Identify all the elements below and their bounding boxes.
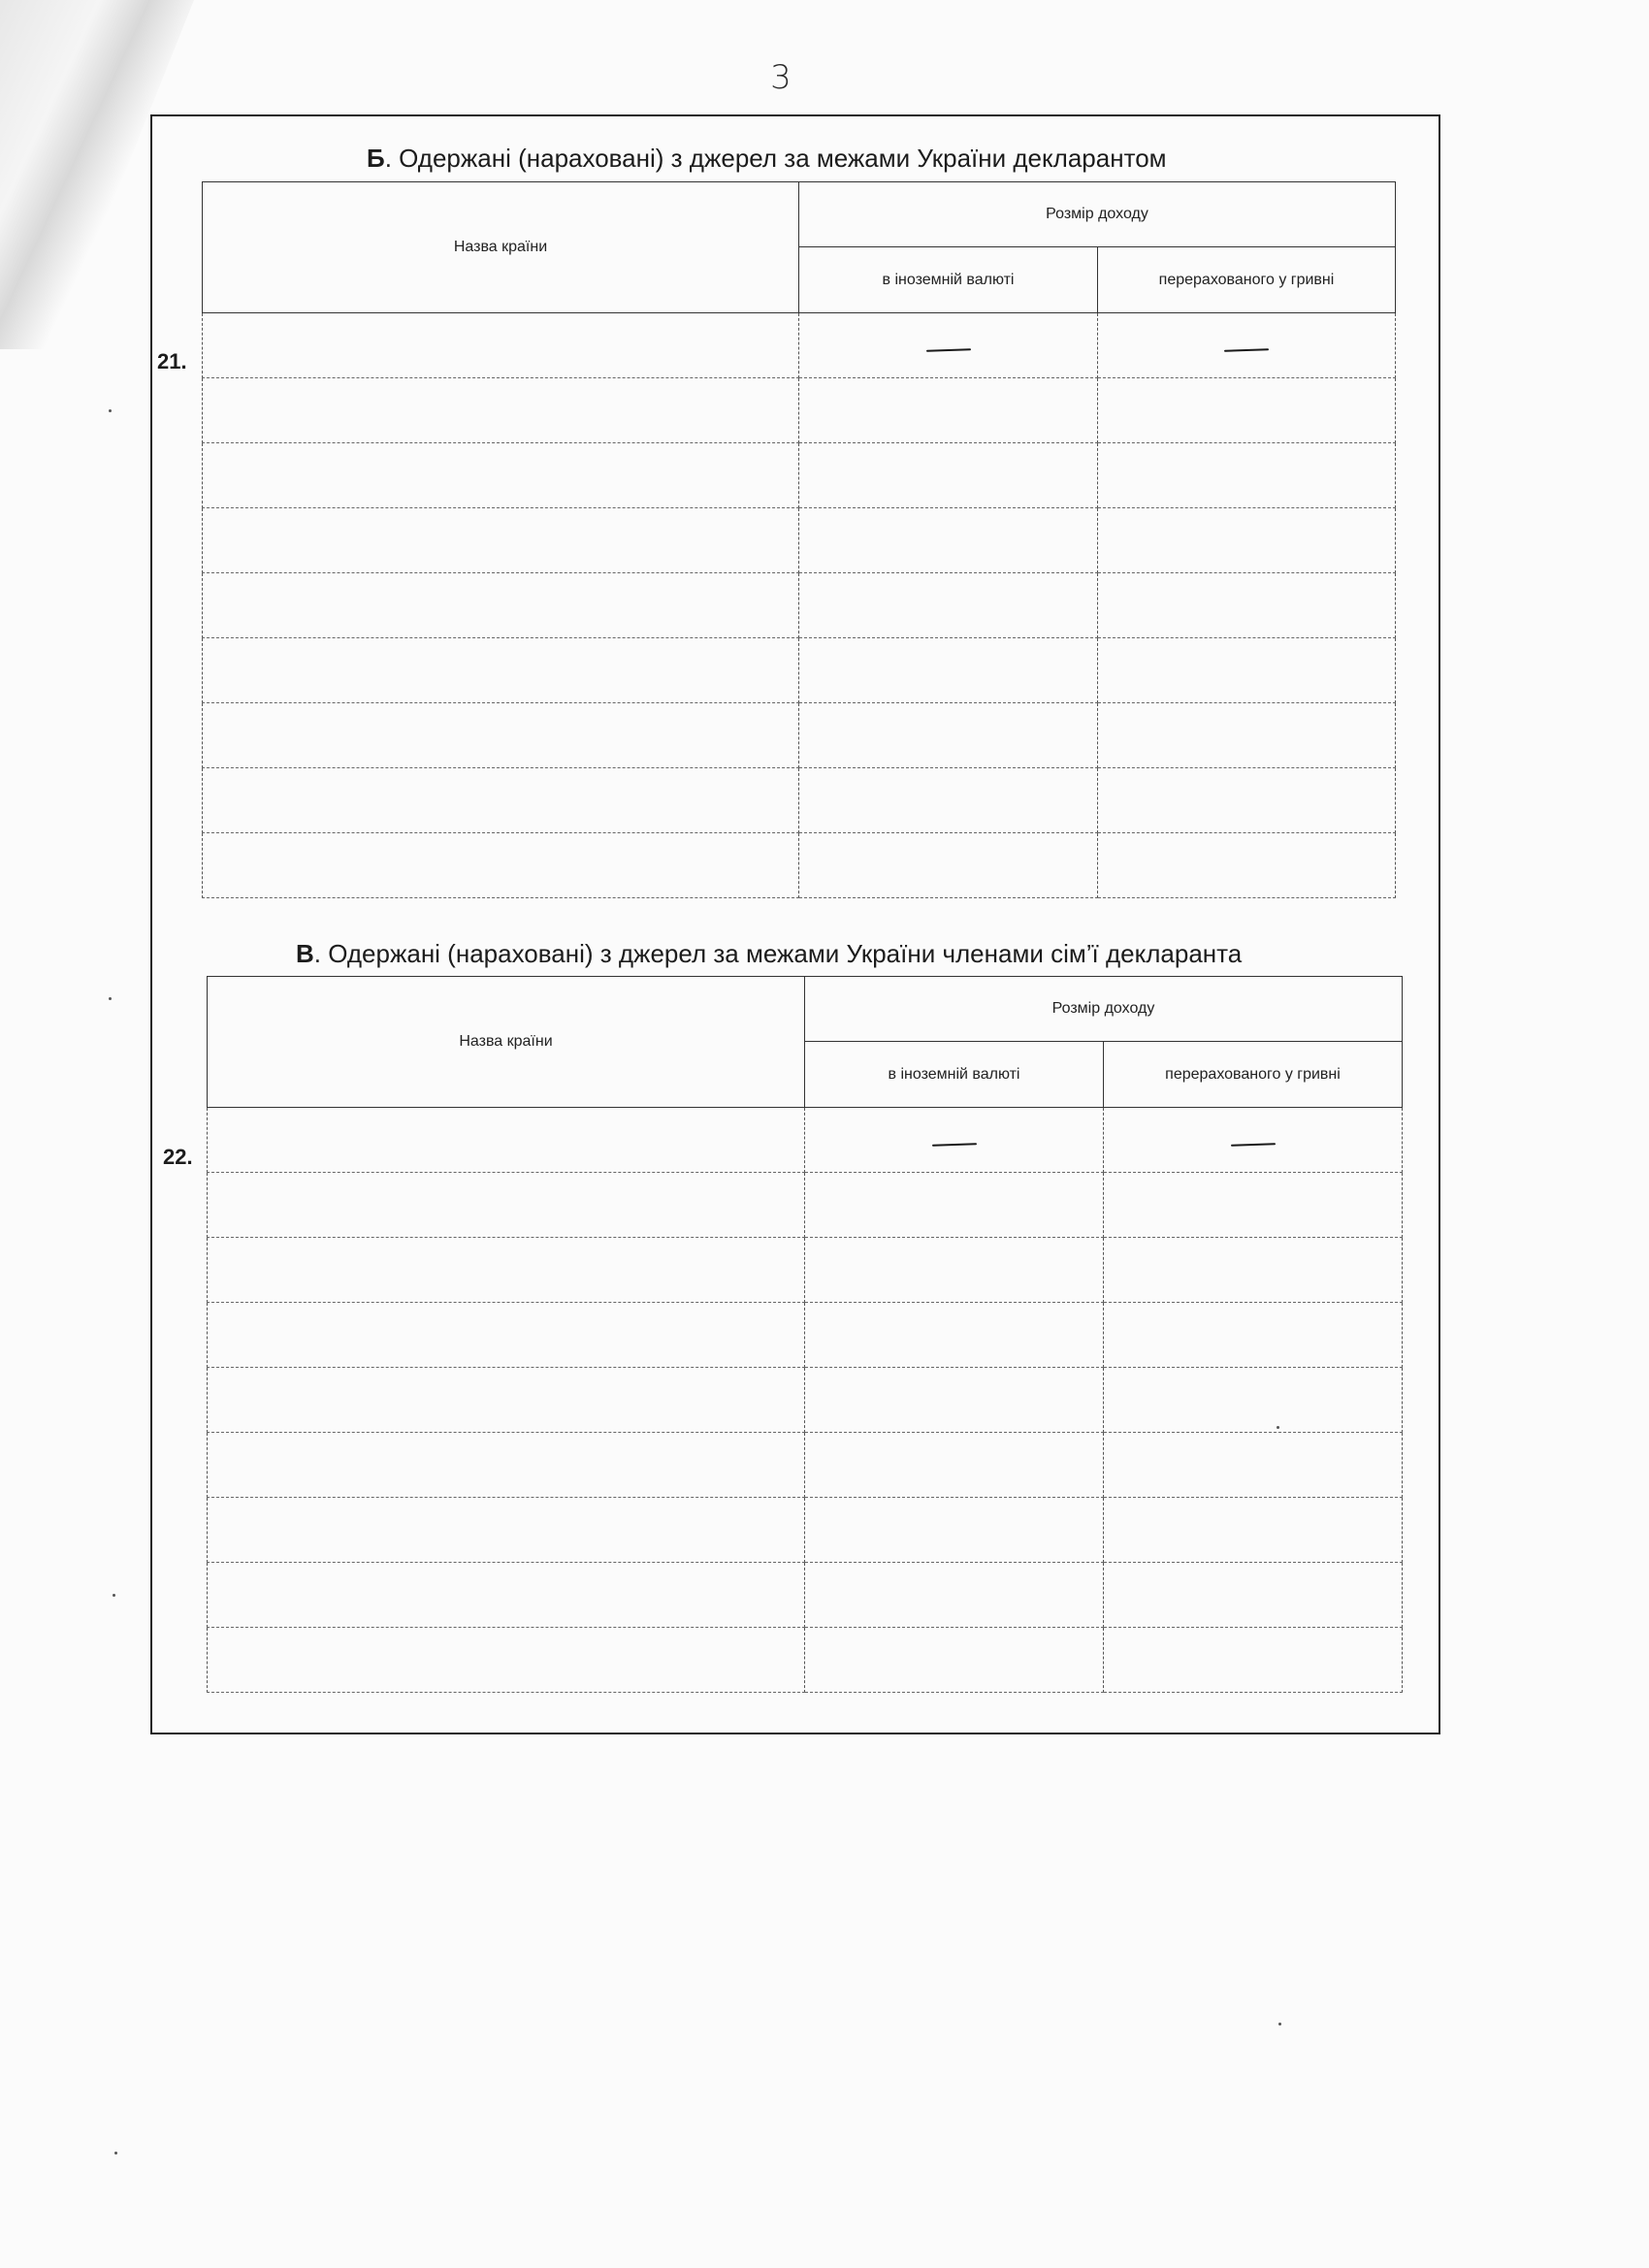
cell-country[interactable]: [208, 1368, 805, 1433]
cell-foreign-currency[interactable]: [805, 1173, 1104, 1238]
section-b-rows: [203, 313, 1396, 898]
header-in-hryvnia: перерахованого у гривні: [1098, 247, 1396, 313]
cell-country[interactable]: [203, 573, 799, 638]
scan-speck: [113, 1594, 115, 1597]
cell-country[interactable]: [208, 1628, 805, 1693]
cell-foreign-currency[interactable]: [799, 833, 1098, 898]
table-row: [203, 768, 1396, 833]
cell-in-hryvnia[interactable]: [1104, 1433, 1403, 1498]
cell-foreign-currency[interactable]: [799, 313, 1098, 378]
section-v-title-text: . Одержані (нараховані) з джерел за межами України членами сім’ї декларанта: [313, 939, 1243, 968]
header-foreign-currency: в іноземній валюті: [799, 247, 1098, 313]
cell-country[interactable]: [203, 508, 799, 573]
cell-country[interactable]: [208, 1498, 805, 1563]
cell-in-hryvnia[interactable]: [1104, 1563, 1403, 1628]
section-b-table: [202, 181, 1396, 898]
table-row: [208, 1173, 1403, 1238]
table-row: [208, 1433, 1403, 1498]
section-v-row-number: 22.: [163, 1145, 193, 1169]
cell-foreign-currency[interactable]: [799, 638, 1098, 703]
cell-country[interactable]: [208, 1108, 805, 1173]
table-row: [203, 313, 1396, 378]
cell-country[interactable]: [203, 638, 799, 703]
cell-country[interactable]: [208, 1563, 805, 1628]
cell-in-hryvnia[interactable]: [1104, 1628, 1403, 1693]
table-row: [208, 1368, 1403, 1433]
header-in-hryvnia: перерахованого у гривні: [1104, 1042, 1403, 1108]
scan-speck: [1278, 2023, 1281, 2025]
cell-country[interactable]: [208, 1173, 805, 1238]
header-income-size: Розмір доходу: [799, 182, 1396, 247]
cell-foreign-currency[interactable]: [805, 1563, 1104, 1628]
cell-in-hryvnia[interactable]: [1098, 638, 1396, 703]
cell-country[interactable]: [208, 1238, 805, 1303]
table-row: [208, 1628, 1403, 1693]
table-row: [203, 703, 1396, 768]
section-b-title: [367, 144, 1167, 174]
cell-foreign-currency[interactable]: [805, 1628, 1104, 1693]
table-row: [203, 573, 1396, 638]
scan-speck: [114, 2152, 117, 2155]
scan-speck: [109, 997, 112, 1000]
table-row: [203, 378, 1396, 443]
cell-in-hryvnia[interactable]: [1098, 833, 1396, 898]
cell-foreign-currency[interactable]: [805, 1498, 1104, 1563]
cell-in-hryvnia[interactable]: [1104, 1498, 1403, 1563]
cell-foreign-currency[interactable]: [799, 768, 1098, 833]
scan-speck: [109, 409, 112, 412]
table-row: [203, 508, 1396, 573]
table-row: [203, 443, 1396, 508]
section-v-rows: [208, 1108, 1403, 1693]
cell-country[interactable]: [203, 833, 799, 898]
table-row: [208, 1498, 1403, 1563]
section-v-title: [296, 939, 1242, 969]
cell-foreign-currency[interactable]: [805, 1303, 1104, 1368]
table-row: [203, 638, 1396, 703]
cell-in-hryvnia[interactable]: [1098, 313, 1396, 378]
cell-country[interactable]: [203, 313, 799, 378]
cell-in-hryvnia[interactable]: [1104, 1173, 1403, 1238]
cell-in-hryvnia[interactable]: [1098, 378, 1396, 443]
cell-in-hryvnia[interactable]: [1098, 573, 1396, 638]
handwritten-dash: [1230, 1143, 1275, 1147]
cell-foreign-currency[interactable]: [805, 1433, 1104, 1498]
section-b-row-number: 21.: [157, 349, 187, 373]
table-row: [208, 1108, 1403, 1173]
cell-in-hryvnia[interactable]: [1104, 1108, 1403, 1173]
cell-foreign-currency[interactable]: [799, 508, 1098, 573]
table-row: [203, 833, 1396, 898]
cell-country[interactable]: [203, 443, 799, 508]
section-b-letter: Б: [367, 144, 385, 173]
header-income-size: Розмір доходу: [805, 977, 1403, 1042]
table-row: [208, 1238, 1403, 1303]
cell-foreign-currency[interactable]: [799, 443, 1098, 508]
cell-foreign-currency[interactable]: [799, 703, 1098, 768]
header-country: Назва країни: [208, 977, 805, 1108]
handwritten-dash: [925, 348, 970, 352]
section-b-title-text: . Одержані (нараховані) з джерел за межами України декларантом: [384, 144, 1167, 173]
page-number: 3: [770, 58, 792, 97]
cell-country[interactable]: [203, 378, 799, 443]
header-foreign-currency: в іноземній валюті: [805, 1042, 1104, 1108]
cell-in-hryvnia[interactable]: [1098, 443, 1396, 508]
table-row: [208, 1563, 1403, 1628]
table-row: [208, 1303, 1403, 1368]
cell-in-hryvnia[interactable]: [1104, 1368, 1403, 1433]
scan-speck: [1277, 1426, 1279, 1429]
section-v-letter: В: [296, 939, 314, 968]
cell-country[interactable]: [203, 703, 799, 768]
cell-foreign-currency[interactable]: [805, 1108, 1104, 1173]
cell-in-hryvnia[interactable]: [1098, 768, 1396, 833]
cell-country[interactable]: [203, 768, 799, 833]
cell-in-hryvnia[interactable]: [1104, 1303, 1403, 1368]
cell-country[interactable]: [208, 1303, 805, 1368]
cell-foreign-currency[interactable]: [799, 378, 1098, 443]
cell-in-hryvnia[interactable]: [1098, 508, 1396, 573]
section-v-table: [207, 976, 1403, 1693]
handwritten-dash: [931, 1143, 976, 1147]
cell-foreign-currency[interactable]: [805, 1238, 1104, 1303]
cell-country[interactable]: [208, 1433, 805, 1498]
handwritten-dash: [1224, 348, 1269, 352]
cell-in-hryvnia[interactable]: [1104, 1238, 1403, 1303]
cell-foreign-currency[interactable]: [805, 1368, 1104, 1433]
cell-foreign-currency[interactable]: [799, 573, 1098, 638]
header-country: Назва країни: [203, 182, 799, 313]
cell-in-hryvnia[interactable]: [1098, 703, 1396, 768]
